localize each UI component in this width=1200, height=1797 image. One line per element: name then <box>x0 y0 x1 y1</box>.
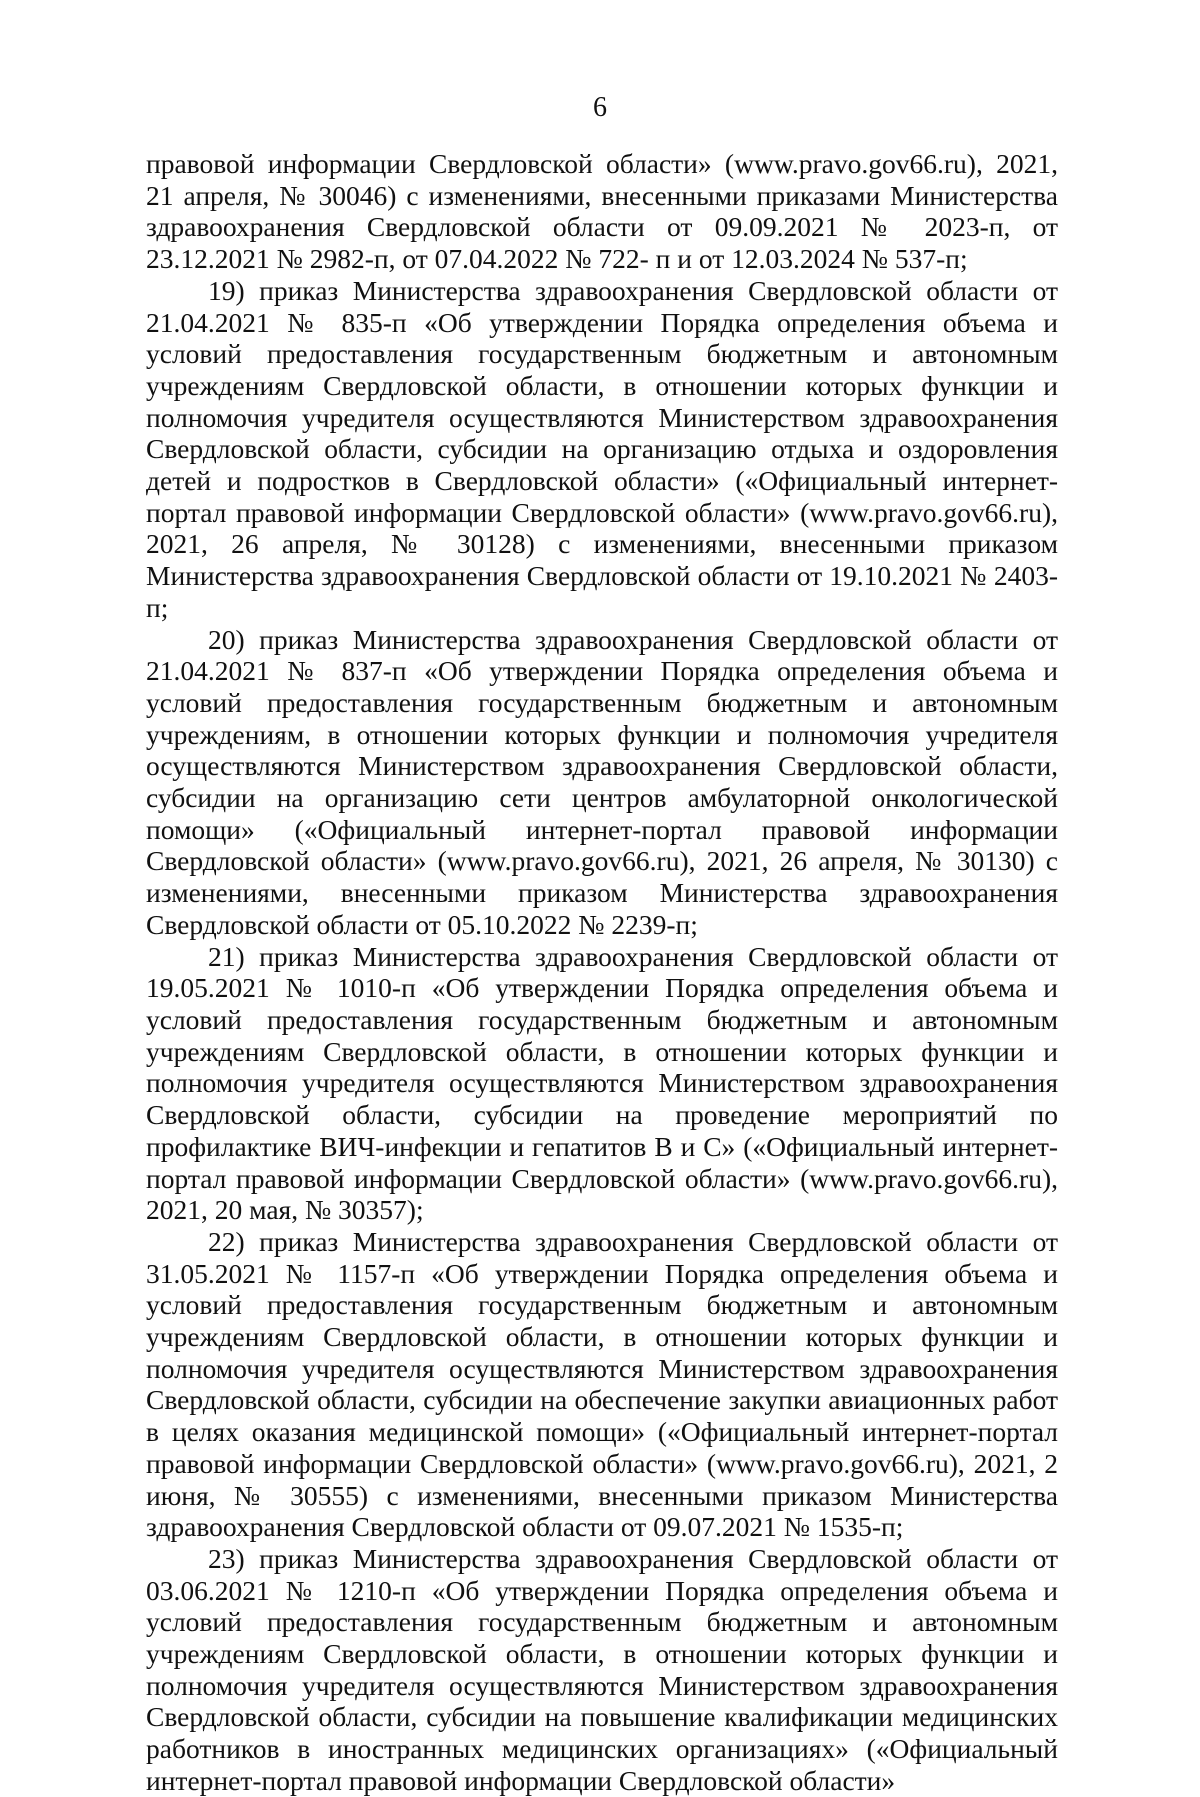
paragraph-item-19: 19) приказ Министерства здравоохранения Свердловской области от 21.04.2021 № 835-п «Об утверждении Порядка определения объема и условий предоставления государственным бюджетным и автономным учреждениям Свердловской области, в отношении которых функции и полномочия учредителя осуществляются Министерством здравоохранения Свердловской области, субсидии на организацию отдыха и оздоровления детей и подростков в Свердловской области» («Официальный интернет-портал правовой информации Свердловской области» (www.pravo.gov66.ru), 2021, 26 апреля, № 30128) с изменениями, внесенными приказом Министерства здравоохранения Свердловской области от 19.10.2021 № 2403-п; <box>146 274 1058 623</box>
paragraph-item-22: 22) приказ Министерства здравоохранения Свердловской области от 31.05.2021 № 1157-п «Об утверждении Порядка определения объема и условий предоставления государственным бюджетным и автономным учреждениям Свердловской области, в отношении которых функции и полномочия учредителя осуществляются Министерством здравоохранения Свердловской области, субсидии на обеспечение закупки авиационных работ в целях оказания медицинской помощи» («Официальный интернет-портал правовой информации Свердловской области» (www.pravo.gov66.ru), 2021, 2 июня, № 30555) с изменениями, внесенными приказом Министерства здравоохранения Свердловской области от 09.07.2021 № 1535-п; <box>146 1225 1058 1543</box>
page-number: 6 <box>593 92 607 123</box>
document-body <box>146 148 1058 1797</box>
paragraph-item-20: 20) приказ Министерства здравоохранения Свердловской области от 21.04.2021 № 837-п «Об утверждении Порядка определения объема и условий предоставления государственным бюджетным и автономным учреждениям, в отношении которых функции и полномочия учредителя осуществляются Министерством здравоохранения Свердловской области, субсидии на организацию сети центров амбулаторной онкологической помощи» («Официальный интернет-портал правовой информации Свердловской области» (www.pravo.gov66.ru), 2021, 26 апреля, № 30130) с изменениями, внесенными приказом Министерства здравоохранения Свердловской области от 05.10.2022 № 2239-п; <box>146 623 1058 940</box>
paragraph-item-23: 23) приказ Министерства здравоохранения Свердловской области от 03.06.2021 № 1210-п «Об утверждении Порядка определения объема и условий предоставления государственным бюджетным и автономным учреждениям Свердловской области, в отношении которых функции и полномочия учредителя осуществляются Министерством здравоохранения Свердловской области, субсидии на повышение квалификации медицинских работников в иностранных медицинских организациях» («Официальный интернет-портал правовой информации Свердловской области» <box>146 1542 1058 1796</box>
paragraph-item-21: 21) приказ Министерства здравоохранения Свердловской области от 19.05.2021 № 1010-п «Об утверждении Порядка определения объема и условий предоставления государственным бюджетным и автономным учреждениям Свердловской области, в отношении которых функции и полномочия учредителя осуществляются Министерством здравоохранения Свердловской области, субсидии на проведение мероприятий по профилактике ВИЧ-инфекции и гепатитов В и С» («Официальный интернет-портал правовой информации Свердловской области» (www.pravo.gov66.ru), 2021, 20 мая, № 30357); <box>146 940 1058 1226</box>
paragraph-continuation: правовой информации Свердловской области» (www.pravo.gov66.ru), 2021, 21 апреля, № 30046) с изменениями, внесенными приказами Министерства здравоохранения Свердловской области от 09.09.2021 № 2023-п, от 23.12.2021 № 2982-п, от 07.04.2022 № 722- п и от 12.03.2024 № 537-п; <box>146 148 1058 275</box>
